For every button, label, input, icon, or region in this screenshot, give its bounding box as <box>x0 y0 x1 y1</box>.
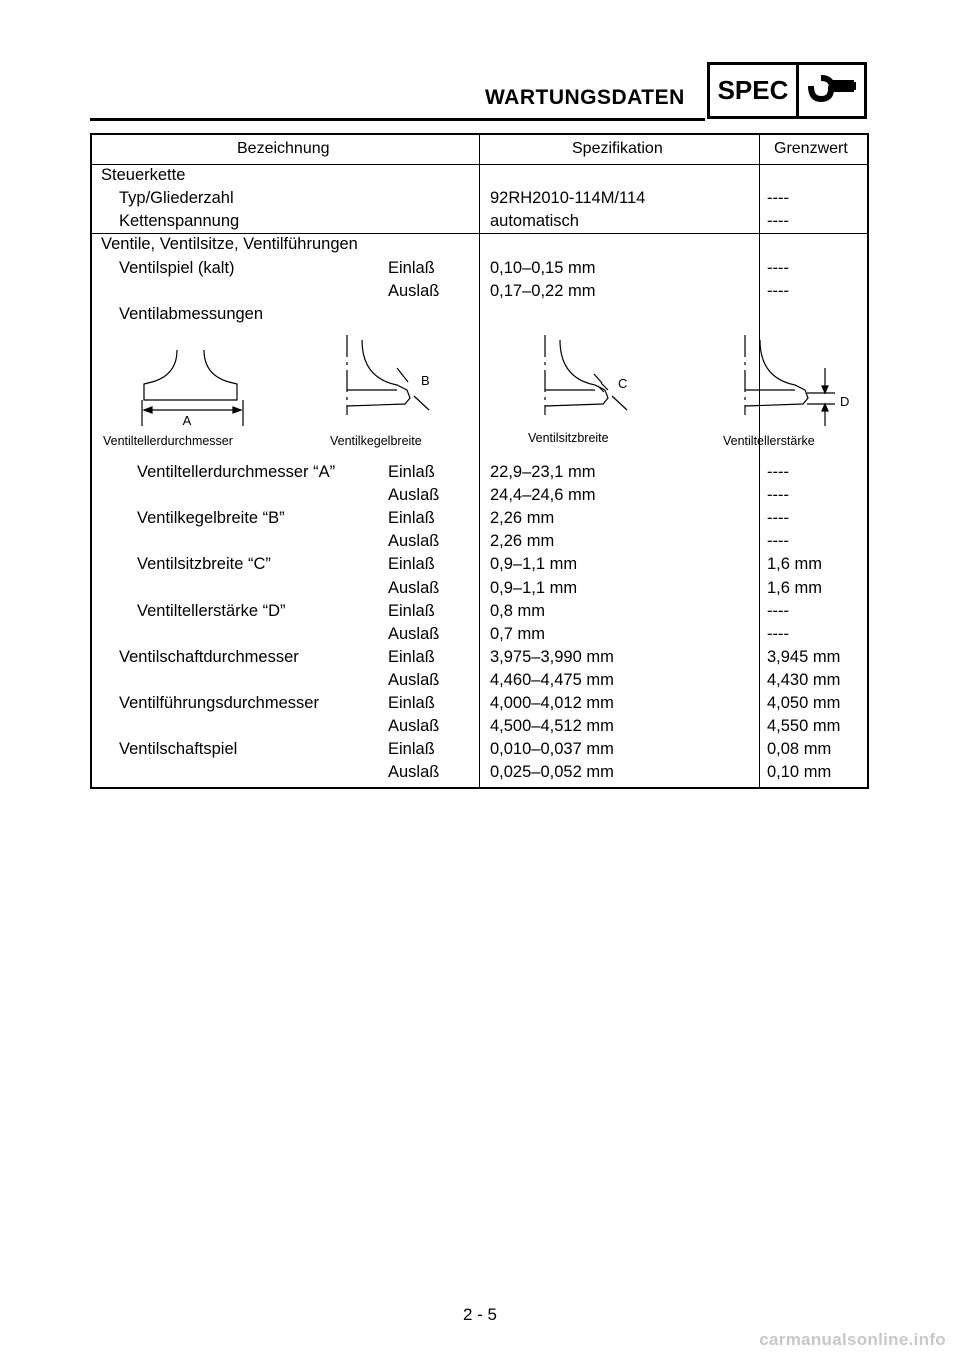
row-limit: ---- <box>767 601 789 620</box>
row-side: Auslaß <box>388 624 440 643</box>
row-side: Einlaß <box>388 694 435 712</box>
figure-label: Ventilkegelbreite <box>330 434 422 448</box>
row-side: Einlaß <box>388 463 435 481</box>
row-limit: ---- <box>767 532 789 551</box>
row-spec: 0,9–1,1 mm <box>490 555 578 574</box>
row-label: Ventilschaftdurchmesser <box>119 647 299 666</box>
row-limit: 4,430 mm <box>767 670 841 689</box>
row-limit: 0,10 mm <box>767 763 832 782</box>
column-header-bezeichnung: Bezeichnung <box>237 140 330 157</box>
row-limit: ---- <box>767 259 789 277</box>
row-limit: ---- <box>767 624 789 643</box>
row-limit: ---- <box>767 486 789 505</box>
column-header-spezifikation: Spezifikation <box>572 140 663 157</box>
row-label: Kettenspannung <box>119 212 240 230</box>
row-limit: 0,08 mm <box>767 740 832 759</box>
row-side: Auslaß <box>388 717 440 736</box>
row-side: Einlaß <box>388 647 435 666</box>
row-label: Ventilschaftspiel <box>119 740 238 759</box>
letter-d: D <box>840 394 850 409</box>
row-side: Einlaß <box>388 509 435 528</box>
section-title: Steuerkette <box>101 166 186 184</box>
row-limit: ---- <box>767 509 789 528</box>
row-limit: 3,945 mm <box>767 647 841 666</box>
row-side: Auslaß <box>388 282 440 300</box>
page-number: 2 - 5 <box>462 1305 498 1324</box>
row-spec: 0,7 mm <box>490 624 546 643</box>
row-spec: automatisch <box>490 212 579 230</box>
valve-face-width-figure <box>347 335 429 415</box>
figure-label: Ventiltellerstärke <box>723 434 815 448</box>
page-title: WARTUNGSDATEN <box>485 86 685 109</box>
row-spec: 0,17–0,22 mm <box>490 282 596 300</box>
row-limit: 1,6 mm <box>767 555 823 574</box>
column-header-grenzwert: Grenzwert <box>774 140 848 157</box>
figure-label: Ventiltellerdurchmesser <box>103 434 233 448</box>
row-spec: 24,4–24,6 mm <box>490 486 596 505</box>
row-limit: ---- <box>767 282 789 300</box>
row-side: Auslaß <box>388 670 440 689</box>
valve-head-diameter-figure <box>142 350 243 426</box>
valve-margin-thickness-figure <box>745 335 835 426</box>
row-spec: 0,010–0,037 mm <box>490 740 614 759</box>
row-spec: 0,10–0,15 mm <box>490 259 596 277</box>
row-side: Einlaß <box>388 259 435 277</box>
row-label: Ventiltellerdurchmesser “A” <box>137 463 336 481</box>
row-spec: 22,9–23,1 mm <box>490 463 596 481</box>
header-rule <box>90 118 705 121</box>
row-limit: ---- <box>767 463 789 481</box>
row-label: Ventilspiel (kalt) <box>119 259 235 277</box>
row-spec: 0,9–1,1 mm <box>490 578 578 597</box>
wrench-icon <box>799 65 864 116</box>
row-spec: 3,975–3,990 mm <box>490 647 614 666</box>
figure-label: Ventilsitzbreite <box>528 431 609 445</box>
section-divider <box>92 233 867 234</box>
section-title: Ventile, Ventilsitze, Ventilführungen <box>101 235 358 253</box>
row-spec: 4,500–4,512 mm <box>490 717 614 736</box>
row-side: Auslaß <box>388 532 440 551</box>
row-side: Einlaß <box>388 601 435 620</box>
spec-label: SPEC <box>710 65 799 116</box>
row-spec: 4,000–4,012 mm <box>490 694 614 712</box>
row-limit: ---- <box>767 212 789 230</box>
header-divider <box>92 164 867 165</box>
row-limit: 4,550 mm <box>767 717 841 736</box>
row-limit: 4,050 mm <box>767 694 841 712</box>
letter-a: A <box>182 413 192 428</box>
row-side: Einlaß <box>388 555 435 574</box>
row-side: Auslaß <box>388 578 440 597</box>
row-label: Ventiltellerstärke “D” <box>137 601 286 620</box>
spec-table <box>90 133 869 789</box>
row-side: Auslaß <box>388 486 440 505</box>
row-label: Typ/Gliederzahl <box>119 189 234 207</box>
row-side: Einlaß <box>388 740 435 759</box>
row-spec: 4,460–4,475 mm <box>490 670 614 689</box>
spec-badge <box>707 62 867 119</box>
row-label: Ventilkegelbreite “B” <box>137 509 285 528</box>
row-limit: 1,6 mm <box>767 578 823 597</box>
letter-b: B <box>421 373 430 388</box>
row-spec: 2,26 mm <box>490 509 555 528</box>
row-spec: 92RH2010-114M/114 <box>490 189 646 207</box>
row-spec: 0,025–0,052 mm <box>490 763 614 782</box>
row-label: Ventilführungsdurchmesser <box>119 694 319 712</box>
row-limit: ---- <box>767 189 789 207</box>
letter-c: C <box>618 376 628 391</box>
row-spec: 2,26 mm <box>490 532 555 551</box>
row-side: Auslaß <box>388 763 440 782</box>
valve-seat-width-figure <box>545 335 627 415</box>
row-spec: 0,8 mm <box>490 601 546 620</box>
watermark: carmanualsonline.info <box>759 1330 946 1349</box>
row-label: Ventilabmessungen <box>119 305 264 323</box>
row-label: Ventilsitzbreite “C” <box>137 555 271 574</box>
